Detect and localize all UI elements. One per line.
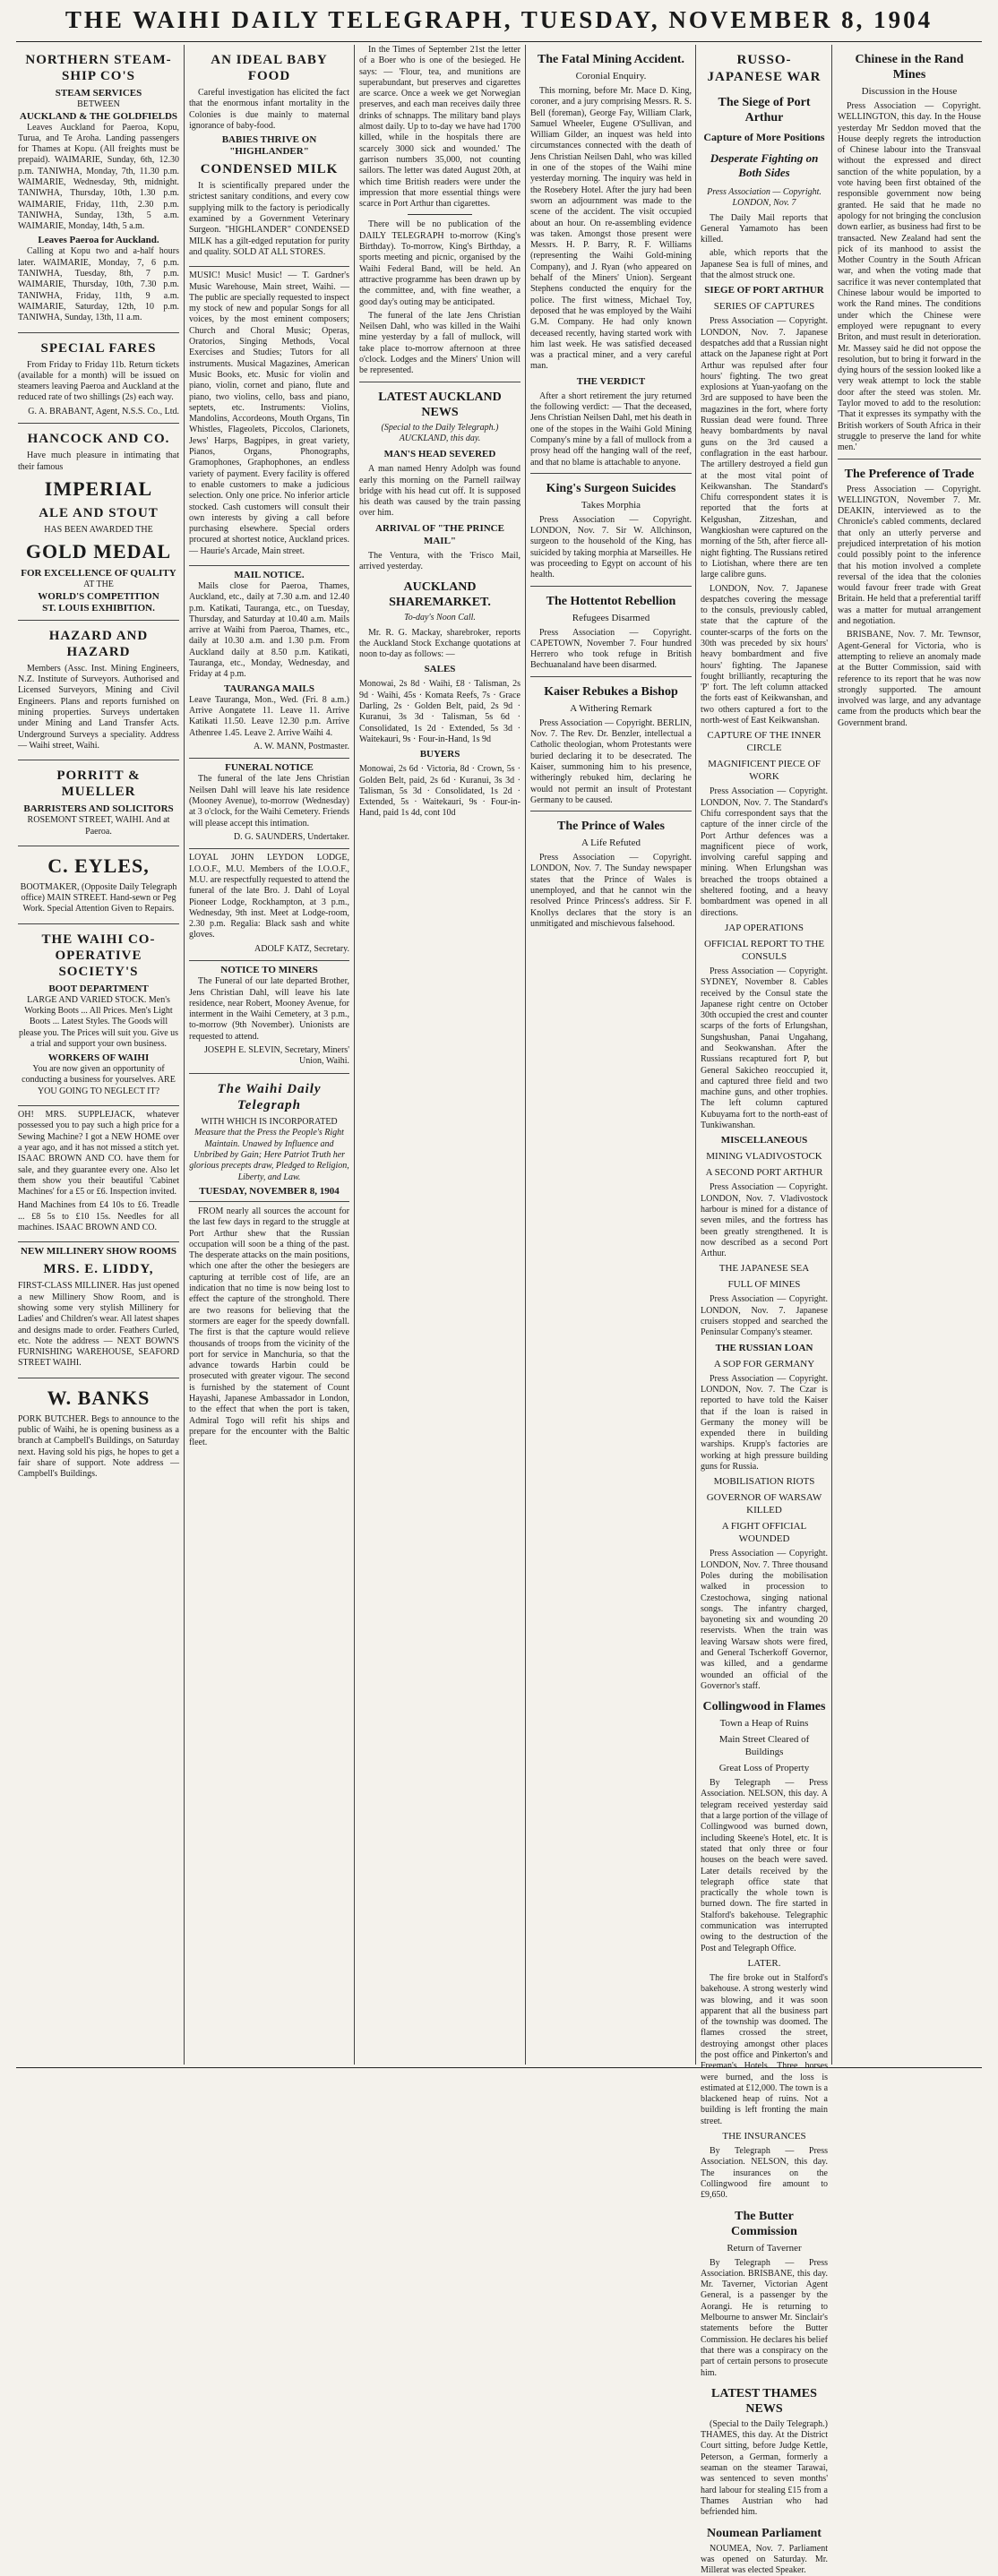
mines-hd: FULL OF MINES	[701, 1278, 828, 1291]
ins-hd: THE INSURANCES	[701, 2130, 828, 2142]
thames-text: (Special to the Daily Telegraph.) THAMES, this day. At the District Court sitting, before Judge Kettle, Peterson, a German, formerly a seaman on the steamer Tarawai, was sentenced to seven months' hard labour for stealing £15 from a Thames Austrian who had befriended him.	[701, 2419, 828, 2519]
column-separator	[184, 45, 185, 2065]
column-separator	[695, 45, 696, 2065]
tauranga-sign: A. W. MANN, Postmaster.	[189, 742, 349, 753]
hancock-title: HANCOCK AND CO.	[18, 431, 179, 447]
baby-title: AN IDEAL BABY FOOD	[189, 52, 349, 84]
latest-hd2: ARRIVAL OF "THE PRINCE MAIL"	[359, 522, 521, 547]
butter-hd: The Butter Commission	[701, 2209, 828, 2239]
steamers-leave-text: Calling at Kopu two and a-half hours later. WAIMARIE, Monday, 7, 6 p.m. TANIWHA, Tuesday, 8th, 7 p.m. WAIMARIE, Thursday, 10th, 7.30 p.m. TANIWHA, Friday, 11th, 9 a.m. WAIMARIE, Saturday, 12th, 10 p.m. TANIWHA, Sunday, 13th, 11 a.m.	[18, 246, 179, 323]
ad-cooperative	[18, 924, 179, 1106]
column-advertisements-1	[18, 45, 179, 2065]
porritt-title: PORRITT & MUELLER	[18, 768, 179, 800]
affray-hd: A FIGHT OFFICIAL WOUNDED	[701, 1520, 828, 1545]
kaiser-sub: A Withering Remark	[530, 702, 692, 715]
millinery-name: MRS. E. LIDDY,	[18, 1261, 179, 1277]
babies-2: "HIGHLANDER"	[189, 146, 349, 158]
imperial-8: ST. LOUIS EXHIBITION.	[18, 603, 179, 614]
funeral-sign: D. G. SAUNDERS, Undertaker.	[189, 832, 349, 844]
sharemarket-text: Mr. R. G. Mackay, sharebroker, reports the Auckland Stock Exchange quotations at noon to-day as follows: —	[359, 628, 521, 661]
hottentot-sub: Refugees Disarmed	[530, 612, 692, 624]
millinery-text: FIRST-CLASS MILLINER. Has just opened a new Millinery Show Room, and is showing some very stylish Millinery for Ladies' and Children's wear. All latest shapes and designs made to order. Feathers Curled, etc. Note the address — NEXT BOWN'S FURNISHING WAREHOUSE, SEAFORD STREET WAIHI.	[18, 1281, 179, 1369]
right-top: able, which reports that the Japanese Sea is full of mines, and that the almost struck one.	[701, 248, 828, 281]
funeral-report: The funeral of the late Jens Christian Neilsen Dahl, who was killed in the Waihi mine yesterday by a fall of mullock, will take place to-morrow afternoon at three o'clock. Lodges and the Miners' Union will be represented.	[359, 311, 521, 377]
germany-text: Press Association — Copyright. LONDON, Nov. 7. The Czar is reported to have told the Kaiser that if the loan is raised in Germany the money will be expended there in building warships. Krupp's factories are working at high pressure building guns for Russia.	[701, 1374, 828, 1473]
colling-sub2: Main Street Cleared of Buildings	[701, 1733, 828, 1758]
babies-1: BABIES THRIVE ON	[189, 134, 349, 146]
imperial-2: ALE AND STOUT	[18, 505, 179, 521]
mobil-hd: MOBILISATION RIOTS	[701, 1475, 828, 1488]
birthday-text: There will be no publication of the DAILY TELEGRAPH to-morrow (King's Birthday). To-morrow, King's Birthday, a sports meeting and picnic, organised by the Waihi Federal Band, will be held. An attractive programme has been drawn up by the committee, and, with fine weather, a good day's outing may be anticipated.	[359, 219, 521, 307]
capture-heading: Capture of More Positions	[701, 131, 828, 144]
ad-millinery	[18, 1242, 179, 1378]
sales-text: Monowai, 2s 8d · Waihi, £8 · Talisman, 2s 9d · Waihi, 45s · Komata Reefs, 7s · Grace Darling, 2s · Golden Belt, paid, 2s 9d · Kuranui, 3s 3d · Talisman, 5s 6d · Consolidated, 1s 2d · Extended, 5s 3d · Waitekauri, 9s · Four-in-Hand, 1s 9d	[359, 679, 521, 745]
series-hd: SERIES OF CAPTURES	[701, 300, 828, 313]
steamers-between: BETWEEN	[18, 99, 179, 111]
ad-banks	[18, 1378, 179, 1489]
buyers-text: Monowai, 2s 6d · Victoria, 8d · Crown, 5s · Golden Belt, paid, 2s 6d · Kuranui, 3s 3d · Talisman, 5s 3d · Consolidated, 1s 2d · Extended, 5s · Waitekauri, 9s · Four-in-Hand, paid 1s 4d, cont 10d	[359, 764, 521, 819]
japsea-hd: THE JAPANESE SEA	[701, 1262, 828, 1275]
editorial-text: FROM nearly all sources the account for the last few days in regard to the struggle at Port Arthur shew that the Russian occupation will soon be a thing of the past. The desperate attacks on the main positions, which one after the other the besiegers are capturing at terrible cost of life, are an indication that no time is now being lost to effect the capture of the stronghold. There are two reasons for believing that the stormers are eager for the speedy downfall. The first is that the capture would relieve thousands of troops from the vicinity of the port for service in Manchuria, so that the advance towards Harbin could be prosecuted with greater vigour. The second is furnished by the statement of Count Hayashi, Japanese Ambassador in London, to the effect that when the port is taken, Admiral Togo will refit his ships and prepare for the encounter with the Baltic fleet.	[189, 1206, 349, 1449]
latest-auckland-sub: (Special to the Daily Telegraph.) AUCKLAND, this day.	[359, 423, 521, 445]
desperate-heading: Desperate Fighting on Both Sides	[701, 151, 828, 180]
date-line: TUESDAY, NOVEMBER 8, 1904	[189, 1186, 349, 1198]
ad-sewing	[18, 1106, 179, 1242]
loan-hd: THE RUSSIAN LOAN	[701, 1342, 828, 1354]
brisbane-text: BRISBANE, Nov. 7. Mr. Tewnsor, Agent-General for Victoria, who is attempting to relieve an anomaly made at the Butter Commission, said with reference to its report that he was now strongly supported. The amount involved was large, and any advantage came from the products which bear the Government brand.	[838, 630, 981, 729]
coop-text: LARGE AND VARIED STOCK. Men's Working Boots ... All Prices. Men's Light Boots ... Latest Styles. The Goods will please you. The Prices will suit you. Give us a trial and support your own business.	[18, 995, 179, 1050]
kaiser-text: Press Association — Copyright. BERLIN, Nov. 7. The Rev. Dr. Benzler, intellectual a Catholic theologian, whom Protestants were buried declaring it to be desecrated. The Kaiser, summoning him to his presence, witheringly rebuked him, declaring he would not permit an insult of Protestant Germany to be caused.	[530, 718, 692, 806]
kaiser-heading: Kaiser Rebukes a Bishop	[530, 684, 692, 700]
ins-text: By Telegraph — Press Association. NELSON, this day. The insurances on the Collingwood fire amount to £9,650.	[701, 2146, 828, 2201]
vlad-hd: MINING VLADIVOSTOCK	[701, 1150, 828, 1163]
butter-sub: Return of Taverner	[701, 2242, 828, 2254]
official-hd: OFFICIAL REPORT TO THE CONSULS	[701, 938, 828, 963]
hottentot-heading: The Hottentot Rebellion	[530, 594, 692, 609]
banks-text: PORK BUTCHER. Begs to announce to the public of Waihi, he is opening business as a branch at Campbell's Buildings, on Saturday next. Having sold his pigs, he hopes to get a fair share of support. Note address — Campbell's Buildings.	[18, 1414, 179, 1481]
milk-title: CONDENSED MILK	[189, 161, 349, 177]
divider	[530, 473, 692, 474]
masthead-title: THE WAIHI DAILY TELEGRAPH, TUESDAY, NOVEMBER 8, 1904	[65, 6, 933, 34]
preference-text: Press Association — Copyright. WELLINGTON, November 7. Mr. DEAKIN, interviewed as to the Chronicle's cabled comments, declared that only an utterly perverse and prejudiced interpretation of his motion could possibly point to the inference that his motion involved a complete reversal of the idea that the colonies would favour freer trade with Great Britain. He held that a preferential tariff was a matter for mutual arrangement and negotiation.	[838, 485, 981, 628]
thames-hd: LATEST THAMES NEWS	[701, 2386, 828, 2417]
ad-baby-food	[189, 45, 349, 267]
banks-title: W. BANKS	[18, 1387, 179, 1409]
lodge-text: LOYAL JOHN LEYDON LODGE, I.O.O.F., M.U. Members of the I.O.O.F., M.U. are respectfully requested to attend the funeral of the late Bro. J. Dahl of Loyal Pioneer Lodge, Rockhampton, at 3 p.m., Wednesday, 9th inst. Meet at Lodge-room, 2.30 p.m. Regalia: Black sash and white gloves.	[189, 853, 349, 940]
hazard-text: Members (Assc. Inst. Mining Engineers, N.Z. Institute of Surveyors. Authorised and Licensed Surveyors, Mining and Civil Engineers. Plans and reports furnished on mining properties. Surveys undertaken under Mining and Land Transfer Acts. Underground Surveys a speciality. Address — Waihi street, Waihi.	[18, 664, 179, 751]
chinese-sub: Discussion in the House	[838, 85, 981, 98]
verdict-heading: THE VERDICT	[530, 375, 692, 388]
funeral-notice	[189, 759, 349, 849]
music-text: MUSIC! Music! Music! — T. Gardner's Music Warehouse, Main street, Waihi. — The public are specially requested to inspect my stock of new and popular Songs for all voices, by the most eminent composers; Church and Choral Music; Operas, Oratorios, Singing Methods, Vocal Exercises and Studies; Tutors for all instruments. Musical Magazines, American Music Books, etc. Music for violin and piano, violin, cornet and piano, flute and piano, two violins, cello, bass and piano, septets, etc. Instruments: Violins, Mandolins, Accordeons, Mouth Organs, Tin Whistles, Flageolets, Piccolos, Clarionets, Jews' Harps, Bagpipes, in great variety, Pianos, Organs, Phonographs, Gramophones, Graphophones, an endless variety of payment. Every facility is offered to enable customers to make a judicious selection. Only one price. No inferior article stocked. Cash customers will consult their own interests by giving a call before purchasing elsewhere. Special orders procured at shortest notice, Auckland prices. — Haurie's Arcade, Main street.	[189, 270, 349, 557]
porritt-sub: BARRISTERS AND SOLICITORS	[18, 803, 179, 815]
colling-hd: Collingwood in Flames	[701, 1699, 828, 1714]
misc-hd: MISCELLANEOUS	[701, 1134, 828, 1146]
ad-hancock	[18, 424, 179, 621]
colling-sub1: Town a Heap of Ruins	[701, 1717, 828, 1730]
funeral-text: The funeral of the late Jens Christian Neilsen Dahl will leave his late residence (Mooney Avenue), to-morrow (Wednesday) at 3 o'clock, for the Waihi Cemetery. Friends will please accept this intimation.	[189, 774, 349, 829]
baby-text: Careful investigation has elicited the fact that the enormous infant mortality in the Colonies is due mainly to maternal ignorance of baby-food.	[189, 88, 349, 132]
steamers-sub: STEAM SERVICES	[18, 88, 179, 99]
prince-heading: The Prince of Wales	[530, 819, 692, 834]
lodge-notice	[189, 849, 349, 961]
buyers-heading: BUYERS	[359, 748, 521, 760]
second-hd: A SECOND PORT ARTHUR	[701, 1166, 828, 1179]
mines-text: Press Association — Copyright. LONDON, Nov. 7. Japanese cruisers stopped and searched the Peninsular Company's steamer.	[701, 1294, 828, 1338]
telegraph-sub: WITH WHICH IS INCORPORATED	[189, 1117, 349, 1129]
footer-rule	[16, 2067, 982, 2068]
hancock-text: Have much pleasure in intimating that their famous	[18, 451, 179, 473]
parl-hd: Noumean Parliament	[701, 2526, 828, 2541]
miners-title: NOTICE TO MINERS	[189, 965, 349, 976]
inner-hd: CAPTURE OF THE INNER CIRCLE	[701, 729, 828, 754]
fatal-text: This morning, before Mr. Mace D. King, coroner, and a jury comprising Messrs. R. S. Bell (foreman), George Fay, William Clark, Samuel Wheeler, Eugene O'Sullivan, and William Gilder, an inquest was held into circumstances connected with the death of Jens Christian Neilsen Dahl, who was killed in one of the stopes of the Waihi mine yesterday morning. The inquiry was held in the Rosebery Hotel. After the jury had been sworn an adjournment was made to the scene of the accident. The visit occupied about an hour. On re-assembling evidence was taken. Amongst those present were Messrs. H. P. Barry, R. F. Williams (representing the Waihi Gold-mining Company), and J. Ryan (who appeared on behalf of the Miners' Union). Sergeant Stephens conducted the enquiry for the police. The first witness, Michael Toy, deposed that he was employed by the Waihi G.M. Company. He had only known deceased recently, having started work with him last week. He was satisfied deceased was a practical miner, and a very careful man.	[530, 86, 692, 373]
colling-text: By Telegraph — Press Association. NELSON, this day. A telegram received yesterday said that a large portion of the village of Collingwood was burned down, including Skeene's Hotel, etc. It is stated that only three or four houses on the beach were saved. Later details received by the telegraph office state that practically the whole town is burned down. The fire started in Stalford's bakehouse. Telegraphic communication was interrupted owing to the destruction of the Post and Telegraph Office.	[701, 1778, 828, 1954]
ad-steamers	[18, 45, 179, 333]
fares-sign: G. A. BRABANT, Agent, N.S.S. Co., Ltd.	[18, 407, 179, 418]
imperial-6: AT THE	[18, 580, 179, 591]
press1: Press Association — Copyright. LONDON, Nov. 7	[701, 187, 828, 210]
funeral-title: FUNERAL NOTICE	[189, 762, 349, 774]
porritt-text: ROSEMONT STREET, WAIHI. And at Paeroa.	[18, 815, 179, 837]
official-text: Press Association — Copyright. SYDNEY, November 8. Cables received by the Consul state the Japanese right centre on October 30th occupied the crest and counter scarps of the forts of Erlungshan, Sungshushan, Panai Ungahang, and Seokwanshan. After the Russians recaptured fort P, but General Sakicheo reoccupied it, and captured three field and two machine guns, and other trophies. The left column captured Kubuyama fort to the north-east of Tunkiwanshan.	[701, 966, 828, 1131]
latest-text1: A man named Henry Adolph was found early this morning on the Parnell railway bridge with his head cut off. It is supposed his death was caused by the train passing over him.	[359, 464, 521, 519]
divider	[530, 586, 692, 587]
germany-hd: A SOP FOR GERMANY	[701, 1358, 828, 1370]
surgeon-heading: King's Surgeon Suicides	[530, 481, 692, 496]
column-separator	[354, 45, 355, 2065]
verdict-text: After a short retirement the jury returned the following verdict: — That the deceased, Jens Christian Neilsen Dahl, met his death in one of the stopes in the Waihi Gold Mining Company's mine by a fall of mullock from a prosy head off the hanging wall of the reef, and that no blame is attachable to anyone.	[530, 391, 692, 468]
column-news-3	[359, 45, 521, 2065]
coop-title: THE WAIHI CO-OPERATIVE SOCIETY'S	[18, 932, 179, 980]
latest-text2: The Ventura, with the 'Frisco Mail, arrived yesterday.	[359, 551, 521, 573]
eyles-text: BOOTMAKER, (Opposite Daily Telegraph office) MAIN STREET. Hand-sewn or Peg Work. Special Attention Given to Repairs.	[18, 882, 179, 915]
tauranga-title: TAURANGA MAILS	[189, 683, 349, 695]
chinese-heading: Chinese in the Rand Mines	[838, 52, 981, 82]
column-news-4	[530, 45, 692, 2065]
tauranga-text: Leave Tauranga, Mon., Wed. (Fri. 8 a.m.) Arrive Aongatete 11. Leave 11. Arrive Katikati 11.50. Leave 12.30 p.m. Arrive Athenree 1.45. Leave 2. Arrive Waihi 4.	[189, 695, 349, 739]
second-text: Press Association — Copyright. LONDON, Nov. 7. Vladivostock harbour is mined for a distance of seven miles, and the fortress has been greatly strengthened. It is now described as a second Port Arthur.	[701, 1182, 828, 1259]
eyles-title: C. EYLES,	[18, 855, 179, 877]
ad-hazard	[18, 621, 179, 760]
suppl-text: OH! MRS. SUPPLEJACK, whatever possessed you to pay such a high price for a Sewing Machine? I got a NEW HOME over a year ago, and it has not missed a stitch yet. ISAAC BROWN AND CO. have them for sale, and they guarantee every one. Also let them show you their beautiful 'Cabinet Machines' for a £5 or £6. Inspection invited.	[18, 1110, 179, 1198]
ad-eyles	[18, 846, 179, 924]
latest-auckland-heading: LATEST AUCKLAND NEWS	[359, 390, 521, 420]
ad-special-fares	[18, 333, 179, 425]
column-separator	[831, 45, 832, 2065]
steamers-title: NORTHERN STEAM-SHIP CO'S	[18, 52, 179, 84]
mail-text: Mails close for Paeroa, Thames, Auckland, etc., daily at 7.30 a.m. and 12.40 p.m. Katikati, Tauranga, etc., on Tuesday, Thursday, and Saturday at 10.40 a.m. Mails arrive at Waihi from Paeroa, Thames, etc., daily at 10.30 a.m. and 1.30 p.m. From Auckland daily at 8.50 p.m. Katikati, Tauranga, etc., Monday, Wednesday, and Friday at 4 p.m.	[189, 581, 349, 681]
fares-text: From Friday to Friday 11b. Return tickets (available for a month) will be issued on steamers leaving Paeroa and Auckland at the reduced rate of two shillings (2s) each way.	[18, 360, 179, 404]
warsaw-hd: GOVERNOR OF WARSAW KILLED	[701, 1491, 828, 1516]
magnif-text: Press Association — Copyright. LONDON, Nov. 7. The Standard's Chifu correspondent says that the capture of the inner circle of the Port Arthur defences was a magnificent piece of work, involving careful sapping and mining. When Erlungshan was breached the troops obtained a sheltered footing, and a heavy bombardment was opened in all directions.	[701, 786, 828, 919]
coop-sub: BOOT DEPARTMENT	[18, 983, 179, 995]
fares-title: SPECIAL FARES	[18, 340, 179, 356]
divider	[530, 676, 692, 677]
milk-text: It is scientifically prepared under the strictest sanitary conditions, and every cow supplying milk to the factory is periodically examined by a Government Veterinary Surgeon. "HIGHLANDER" CONDENSED MILK has a gilt-edged reputation for purity and quality. SOLD AT ALL STORES.	[189, 181, 349, 258]
miners-sign: JOSEPH E. SLEVIN, Secretary, Miners' Union, Waihi.	[189, 1045, 349, 1068]
siege-heading: The Siege of Port Arthur	[701, 95, 828, 125]
later-text: The fire broke out in Stalford's bakehouse. A strong westerly wind was blowing, and it was soon apparent that all the business part of the township was doomed. The flames crossed the street, destroying amongst other places the post office and Pinkerton's and Freeman's Hotels. Three horses were burned, and the loss is estimated at £12,000. The town is a blackened heap of ruins. Not a building is left fronting the main street.	[701, 1973, 828, 2127]
fatal-heading: The Fatal Mining Accident.	[530, 52, 692, 67]
imperial-5: FOR EXCELLENCE OF QUALITY	[18, 568, 179, 580]
rec-text: LONDON, Nov. 7. Japanese despatches covering the message to the consuls, previously cabled, state that the capture of the counter-scarps of the forts on the 30th was preceded by six hours' heavy bombardment and five hours' fighting. The Japanese fought brilliantly, recapturing the 'P' fort. The left column attacked the forts east of Keikwanshan, and two others captured a fort to the north-west of East Keikwanshan.	[701, 584, 828, 727]
workers-text: You are now given an opportunity of conducting a business for yourselves. ARE YOU GOING TO NEGLECT IT?	[18, 1064, 179, 1097]
column-advertisements-2	[189, 45, 349, 2065]
imperial-3: HAS BEEN AWARDED THE	[18, 525, 179, 537]
divider	[408, 214, 472, 215]
affray-text: Press Association — Copyright. LONDON, Nov. 7. Three thousand Poles during the mobilisation walked in procession to Czestochowa, singing national songs. The infantry charged, bayoneting six and wounding 20 reservists. When the train was leaving Warsaw shots were fired, and General Tscherkoff Governor, was killed, and a gendarme wounded an official of the Governor's staff.	[701, 1549, 828, 1692]
war-banner: RUSSO-JAPANESE WAR	[701, 52, 828, 86]
hazard-title: HAZARD AND HAZARD	[18, 628, 179, 660]
masthead	[0, 0, 998, 39]
jap-hd: JAP OPERATIONS	[701, 922, 828, 934]
later-hd: LATER.	[701, 1957, 828, 1970]
workers-title: WORKERS OF WAIHI	[18, 1052, 179, 1064]
parl-text: NOUMEA, Nov. 7. Parliament was opened on Saturday. Mr. Millerat was elected Speaker.	[701, 2544, 828, 2576]
miners-text: The Funeral of our late departed Brother, Jens Christian Dahl, will leave his late residence, near Robert, Mooney Avenue, for interment in the Waihi Cemetery, at 3 p.m., to-morrow (9th November). Unionists are requested to attend.	[189, 976, 349, 1043]
lodge-sign: ADOLF KATZ, Secretary.	[189, 944, 349, 956]
surgeon-sub: Takes Morphia	[530, 499, 692, 511]
sewing-text: Hand Machines from £4 10s to £6. Treadle ... £8 5s to £10 15s. Needles for all machines. ISAAC BROWN AND CO.	[18, 1200, 179, 1233]
ad-music	[189, 267, 349, 566]
millinery-title: NEW MILLINERY SHOW ROOMS	[18, 1246, 179, 1258]
sharemarket-heading: AUCKLAND SHAREMARKET.	[359, 580, 521, 610]
sharemarket-sub: To-day's Noon Call.	[359, 613, 521, 623]
magnif-hd: MAGNIFICENT PIECE OF WORK	[701, 758, 828, 783]
imperial-4: GOLD MEDAL	[18, 541, 179, 562]
sales-heading: SALES	[359, 663, 521, 675]
prince-text: Press Association — Copyright. LONDON, Nov. 7. The Sunday newspaper states that the Prince of Wales is unemployed, and that he cannot win the resolved Prince Princess's address. Sir F. Knollys declares that the story is an unmitigated and mischievous falsehood.	[530, 853, 692, 930]
miners-notice	[189, 961, 349, 1074]
fatal-sub: Coronial Enquiry.	[530, 70, 692, 82]
siege-hd: SIEGE OF PORT ARTHUR	[701, 284, 828, 296]
masthead-rule	[16, 41, 982, 42]
press1-text: The Daily Mail reports that General Yamamoto has been killed.	[701, 213, 828, 246]
surgeon-text: Press Association — Copyright. LONDON, Nov. 7. Sir W. Allchinson, surgeon to the household of the King, has suicided by taking morphia at Marseilles. He was proceeding to Egypt on account of his health.	[530, 515, 692, 581]
war-section	[701, 45, 828, 2065]
column-separator	[525, 45, 526, 2065]
column-news-6	[838, 45, 981, 2065]
chinese-text: Press Association — Copyright. WELLINGTON, this day. In the House yesterday Mr Seddon moved that the House deeply regrets the introduction of Chinese labour into the Transvaal without the expressed and direct sanction of the white population, by a vote having been first obtained of the responsible government now being granted. He said that he made no apology for not bringing the conclusion down earlier, as business had first to be transacted. New Zealand had sent the pick of its manhood to assist the Mother Country in the South African war, and when the voting made that sacrifice it was never contemplated that Chinese labour would be imported to work the Rand mines. The conditions under which the Chinese were employed were repugnant to every Briton, and must result in deterioration. Mr. Massey said he did not oppose the resolution, but to bring it forward in the dying hours of the session looked like a very weak attempt to lock the stable door after the steed was stolen. Mr. Taylor moved to add to the resolution: 'That it expresses its sympathy with the British workers of South Africa in their struggle to preserve the land for white men.'	[838, 101, 981, 454]
latest-hd1: MAN'S HEAD SEVERED	[359, 448, 521, 460]
telegraph-title: The Waihi Daily Telegraph	[189, 1081, 349, 1113]
steamers-text: Leaves Auckland for Paeroa, Kopu, Turua, and Te Aroha. Landing passengers for Thames at Kopu. (All freights must be prepaid). WAIMARIE, Sunday, 6th, 12.30 p.m. TANIWHA, Monday, 7th, 11.30 p.m. WAIMARIE, Wednesday, 9th, midnight. TANIWHA, Thursday, 10th, 1.30 p.m. WAIMARIE, Friday, 11th, 2.30 p.m. TANIWHA, Sunday, 13th, 5 a.m. WAIMARIE, Monday, 14th, 5 a.m.	[18, 123, 179, 233]
ad-porritt	[18, 760, 179, 846]
series-text: Press Association — Copyright. LONDON, Nov. 7. Japanese despatches add that a Russian night attack on the Japanese right at Port Arthur was repulsed after four hours' fighting. The two great explosions at Yuan-yaofang on the 3rd are supposed to have been the magazines in the fort, where forty Russian dead were found. Three heavy bombardments by naval guns on the 3rd caused a conflagration in the east harbour. The artillery destroyed a field gun at the most vital point of Keikwanshan. The Standard's Chifu correspondent states it is reported that the forts at Kelgushan, Zitzeshan, and Wangkioshan were captured on the morning of the 5th, after fierce all-night fighting. The Russians retired to Liotishan, where there are ten large calibre guns.	[701, 316, 828, 580]
telegraph-motto: Measure that the Press the People's Right Maintain. Unawed by Influence and Unbribed by Gain; Here Patriot Truth her glorious precepts draw, Pledged to Religion, Liberty, and Law.	[189, 1128, 349, 1182]
editorial-masthead	[189, 1074, 349, 1202]
imperial-7: WORLD'S COMPETITION	[18, 591, 179, 603]
col3-top-text: In the Times of September 21st the letter of a Boer who is one of the besieged. He says: — 'Flour, tea, and munitions are superabundant, but preserves and cigarettes are scarce. Once a week we get Norwegian preserves, and each man receives daily three drinks of schnapps. The military band plays almost daily. Up to to-day we have had 1700 killed, while in the hospitals there are scarcely 3000 sick and wounded.' The garrison numbers 35,000, not counting sailors. The letter was dated August 20th, at which time British readers were under the impression that more essential things were scarce in Port Arthur than cigarettes.	[359, 45, 521, 210]
hottentot-text: Press Association — Copyright. CAPETOWN, November 7. Four hundred Herrero who took refuge in British Bechuanaland have been disarmed.	[530, 628, 692, 672]
colling-sub3: Great Loss of Property	[701, 1762, 828, 1774]
preference-heading: The Preference of Trade	[838, 467, 981, 482]
mail-title: MAIL NOTICE.	[189, 570, 349, 581]
steamers-route: AUCKLAND & THE GOLDFIELDS	[18, 111, 179, 123]
imperial-1: IMPERIAL	[18, 478, 179, 500]
butter-text: By Telegraph — Press Association. BRISBANE, this day. Mr. Taverner, Victorian Agent General, is a passenger by the Aorangi. He is returning to Melbourne to answer Mr. Sinclair's statements before the Butter Commission. He declares his belief that there was a conspiracy on the part of certain persons to prosecute him.	[701, 2258, 828, 2379]
prince-sub: A Life Refuted	[530, 837, 692, 849]
mail-notice	[189, 566, 349, 759]
steamers-leave: Leaves Paeroa for Auckland.	[18, 235, 179, 246]
